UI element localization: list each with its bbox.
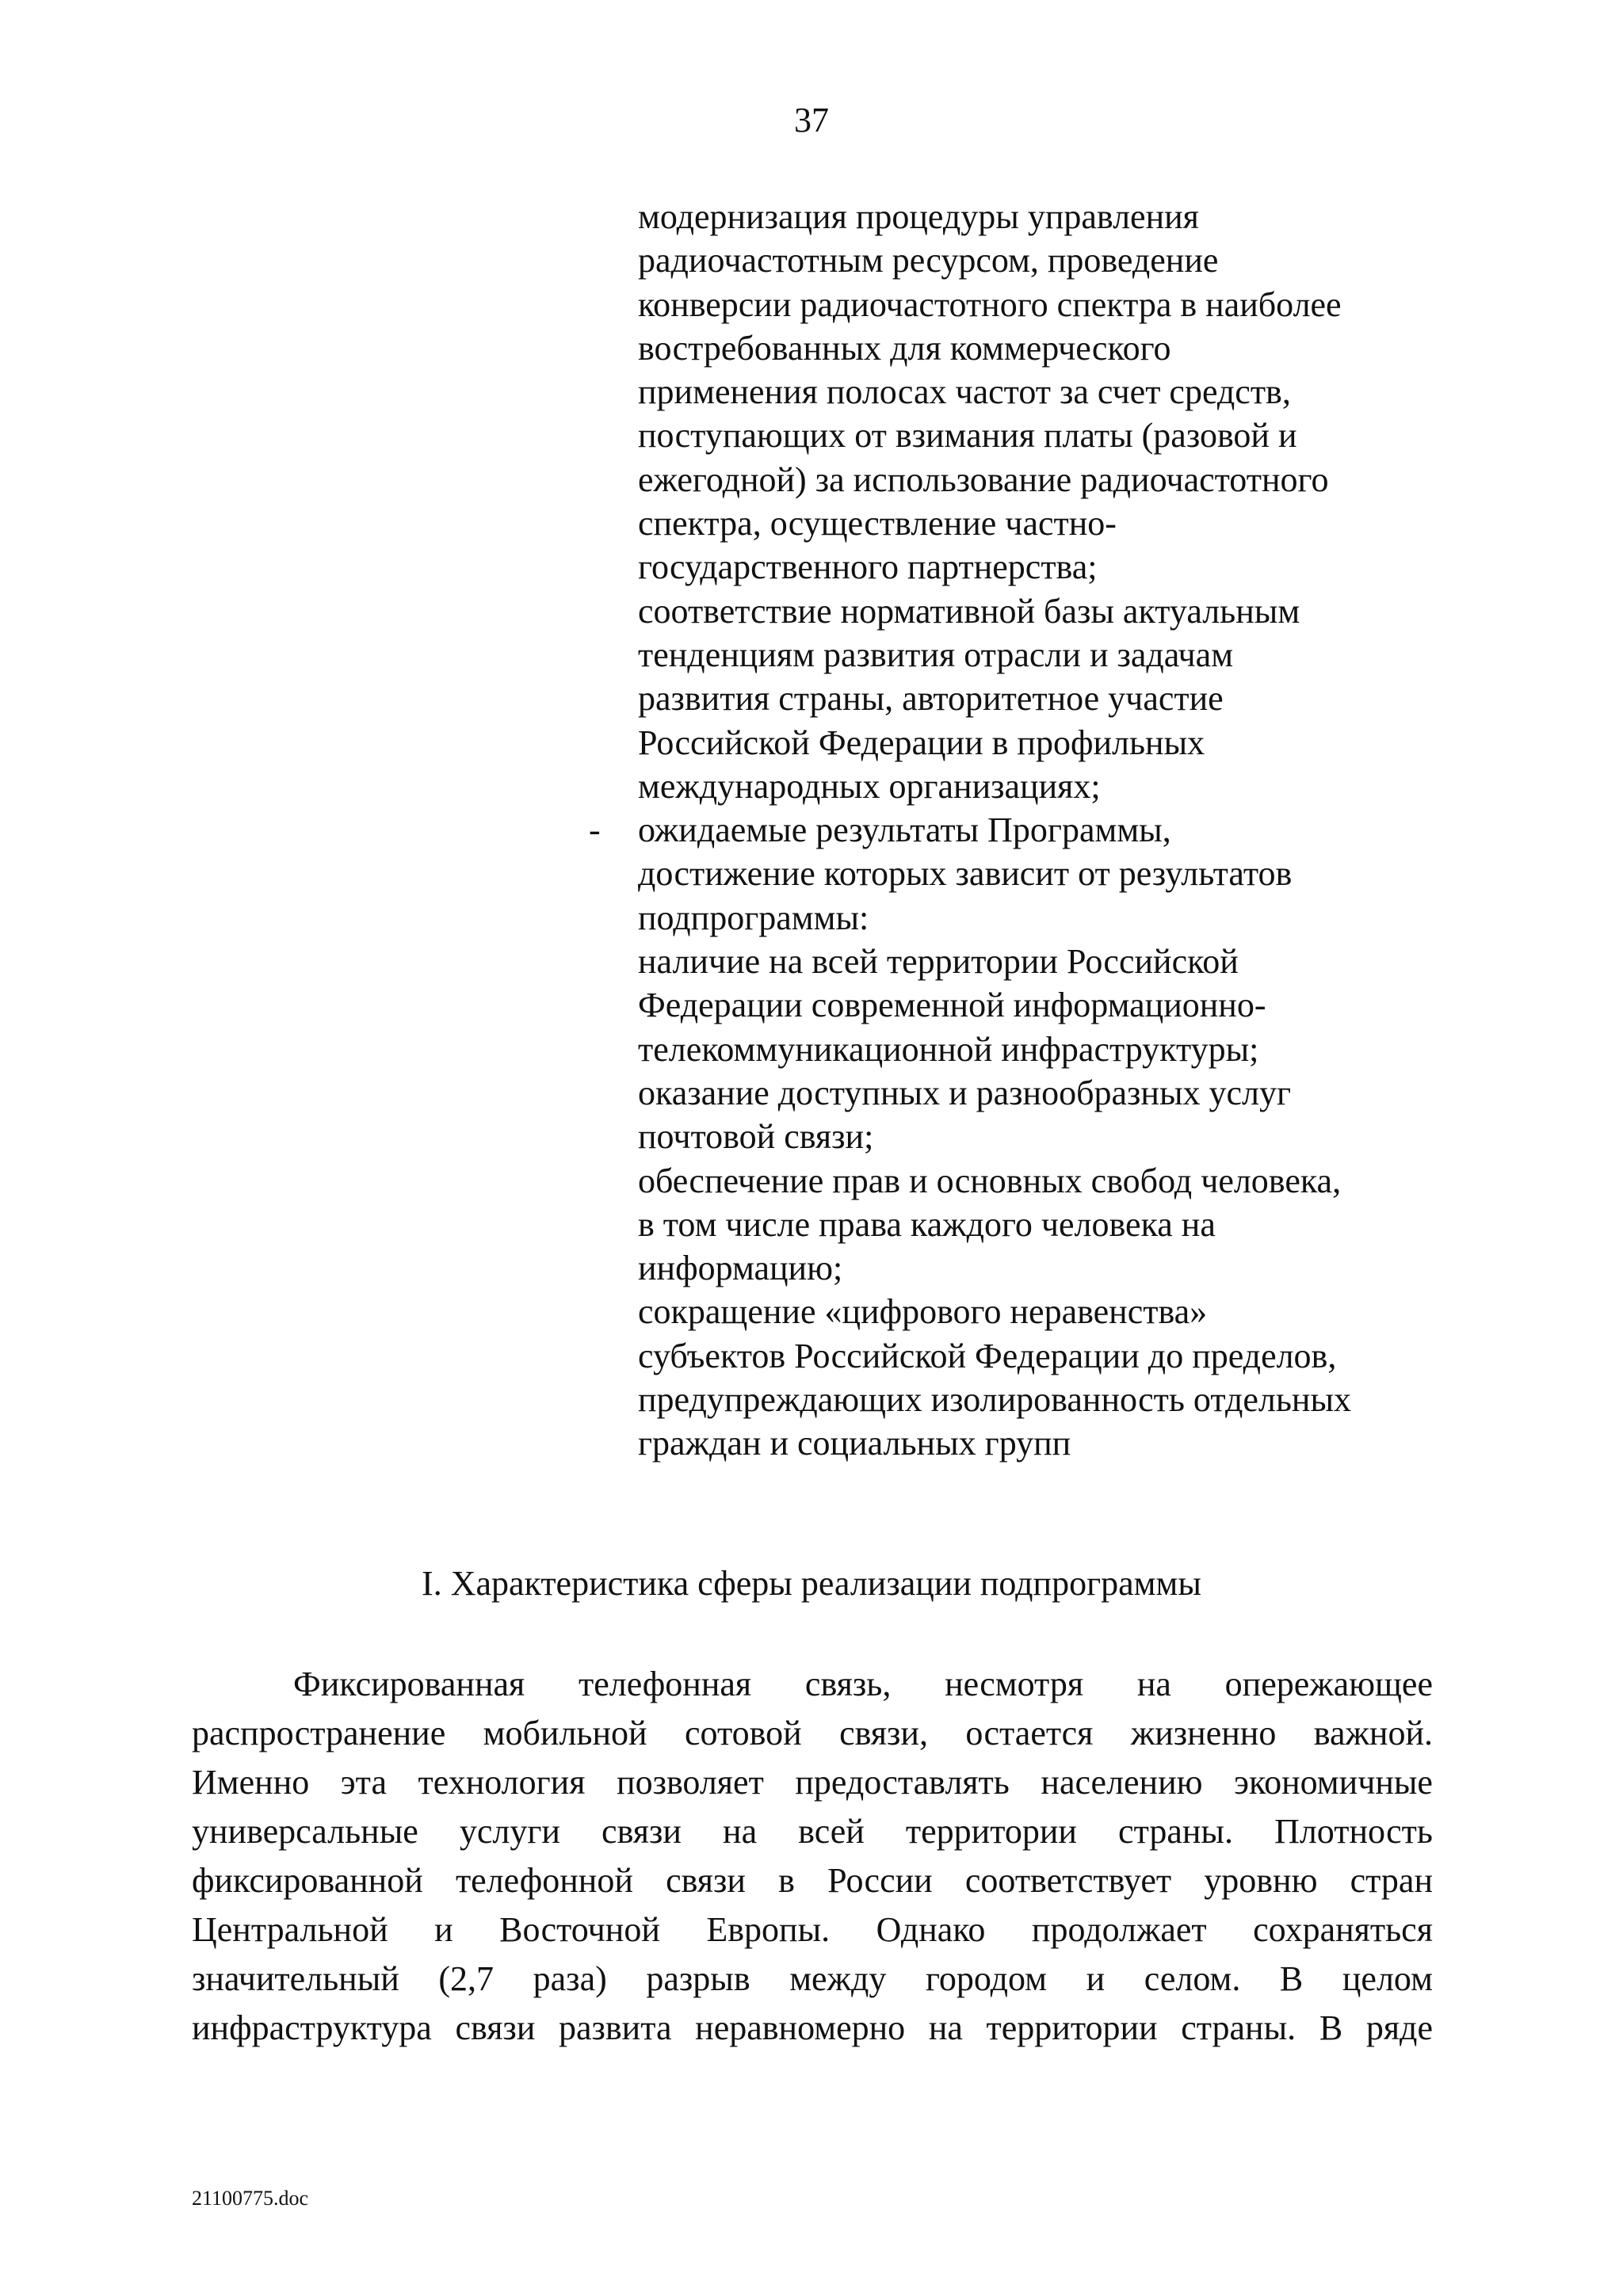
body-word: В <box>1319 2008 1343 2047</box>
body-word: Восточной <box>499 1910 660 1949</box>
passport-list-line <box>638 1290 1438 1333</box>
body-text-line <box>192 1660 1433 1709</box>
body-word: несмотря <box>945 1665 1084 1703</box>
body-word: всей <box>798 1812 865 1851</box>
body-word: эта <box>340 1763 387 1802</box>
body-word: предоставлять <box>795 1763 1010 1802</box>
body-word: городом <box>925 1959 1048 1998</box>
passport-list-text: спектра, осуществление частно- <box>638 504 1117 543</box>
body-word: территории <box>986 2008 1158 2047</box>
body-word: инфраструктура <box>192 2008 432 2047</box>
body-word: на <box>928 2008 963 2047</box>
passport-list-text: граждан и социальных групп <box>638 1424 1071 1463</box>
passport-list-line <box>638 1421 1438 1465</box>
body-word: продолжает <box>1031 1910 1207 1949</box>
passport-list-line <box>638 765 1438 808</box>
body-word: территории <box>905 1812 1077 1851</box>
body-text-line <box>192 1758 1433 1807</box>
passport-list-line <box>638 238 1438 282</box>
list-dash-marker: - <box>589 810 601 850</box>
passport-list-text: достижение которых зависит от результатов <box>638 854 1293 894</box>
passport-list-text: подпрограммы: <box>638 898 869 937</box>
passport-list-text: тенденциям развития отрасли и задачам <box>638 635 1234 674</box>
passport-list-line <box>638 458 1438 502</box>
body-text-line <box>192 2004 1433 2053</box>
passport-list-text: радиочастотным ресурсом, проведение <box>638 241 1219 280</box>
passport-list-line <box>638 1203 1438 1246</box>
passport-list-line <box>589 808 1438 852</box>
passport-list-text: сокращение «цифрового неравенства» <box>638 1292 1208 1332</box>
body-word: на <box>1136 1665 1171 1703</box>
body-word: стран <box>1350 1861 1433 1900</box>
passport-list-text: предупреждающих изолированность отдельных <box>638 1380 1352 1420</box>
body-word: связи <box>601 1812 682 1851</box>
body-word: связи, <box>839 1714 928 1753</box>
passport-list-text: модернизация процедуры управления <box>638 197 1199 236</box>
body-word: остается <box>965 1714 1094 1753</box>
body-word: России <box>827 1861 933 1900</box>
passport-list-line <box>638 414 1438 457</box>
body-word: уровню <box>1204 1861 1318 1900</box>
body-word: населению <box>1041 1763 1203 1802</box>
body-text-line <box>192 1955 1433 2004</box>
body-word: сохраняться <box>1253 1910 1433 1949</box>
body-text-line <box>192 1856 1433 1905</box>
body-word: на <box>723 1812 758 1851</box>
body-word: услуги <box>459 1812 560 1851</box>
body-word: телефонная <box>579 1665 752 1703</box>
body-word: мобильной <box>483 1714 647 1753</box>
body-word: (2,7 <box>438 1959 495 1998</box>
body-word: в <box>778 1861 795 1900</box>
passport-list-text: информацию; <box>638 1249 843 1288</box>
body-word: целом <box>1342 1959 1433 1998</box>
passport-list-text: востребованных для коммерческого <box>638 328 1171 368</box>
passport-list <box>589 195 1438 1466</box>
passport-list-line <box>638 545 1438 589</box>
passport-list-line <box>638 283 1438 326</box>
passport-list-line <box>638 633 1438 677</box>
body-word: жизненно <box>1130 1714 1277 1753</box>
footer-doc-name: 21100775.doc <box>192 2187 309 2210</box>
passport-list-text: ожидаемые результаты Программы, <box>638 810 1171 850</box>
body-text-line <box>192 1905 1433 1955</box>
body-word: В <box>1279 1959 1304 1998</box>
passport-list-line <box>638 1334 1438 1378</box>
passport-list-text: в том числе права каждого человека на <box>638 1204 1216 1244</box>
body-word: Однако <box>876 1910 986 1949</box>
passport-list-line <box>638 195 1438 238</box>
body-word: важной. <box>1313 1714 1433 1753</box>
body-word: связи <box>666 1861 746 1900</box>
body-text-line <box>192 1807 1433 1856</box>
body-word: Центральной <box>192 1910 388 1949</box>
body-word: фиксированной <box>192 1861 423 1900</box>
passport-list-line <box>638 1159 1438 1203</box>
body-word: между <box>789 1959 887 1998</box>
passport-list-line <box>638 1115 1438 1158</box>
body-word: разрыв <box>646 1959 750 1998</box>
body-word: связи <box>455 2008 536 2047</box>
body-word: связь, <box>804 1665 892 1703</box>
passport-list-line <box>638 370 1438 414</box>
body-word: универсальные <box>192 1812 418 1851</box>
body-word: телефонной <box>455 1861 633 1900</box>
body-word: значительный <box>192 1959 399 1998</box>
passport-list-line <box>638 852 1438 895</box>
passport-list-text: оказание доступных и разнообразных услуг <box>638 1073 1292 1112</box>
passport-list-text: конверсии радиочастотного спектра в наиболее <box>638 284 1342 324</box>
passport-list-line <box>638 1028 1438 1071</box>
passport-list-text: применения полосах частот за счет средств, <box>638 372 1291 412</box>
body-word: селом. <box>1144 1959 1241 1998</box>
passport-list-line <box>638 721 1438 765</box>
passport-list-text: телекоммуникационной инфраструктуры; <box>638 1029 1259 1069</box>
passport-list-line <box>638 326 1438 370</box>
passport-list-text: субъектов Российской Федерации до пределов, <box>638 1336 1337 1375</box>
body-word: экономичные <box>1234 1763 1433 1802</box>
body-text-line <box>192 1709 1433 1758</box>
body-word: и <box>1086 1959 1106 1998</box>
body-word: Плотность <box>1274 1812 1433 1851</box>
passport-list-line <box>638 589 1438 633</box>
body-word: опережающее <box>1224 1665 1433 1703</box>
body-word: Европы. <box>706 1910 831 1949</box>
body-word: и <box>434 1910 453 1949</box>
passport-list-text: ежегодной) за использование радиочастотного <box>638 460 1329 499</box>
page-number: 37 <box>794 101 829 139</box>
body-paragraph <box>192 1660 1433 2053</box>
body-word: технология <box>418 1763 586 1802</box>
body-word: сотовой <box>685 1714 802 1753</box>
passport-list-text: Российской Федерации в профильных <box>638 723 1205 762</box>
passport-list-text: соответствие нормативной базы актуальным <box>638 591 1300 631</box>
passport-list-line <box>638 940 1438 983</box>
body-word: страны. <box>1118 1812 1233 1851</box>
body-word: развита <box>559 2008 672 2047</box>
body-word: неравномерно <box>695 2008 906 2047</box>
passport-list-text: почтовой связи; <box>638 1117 874 1157</box>
body-word: Фиксированная <box>293 1665 525 1703</box>
passport-list-line <box>638 1246 1438 1290</box>
body-word: Именно <box>192 1763 310 1802</box>
body-word: распространение <box>192 1714 446 1753</box>
passport-list-text: Федерации современной информационно- <box>638 986 1266 1025</box>
passport-list-text: международных организациях; <box>638 766 1101 806</box>
section-heading: I. Характеристика сферы реализации подпрограммы <box>422 1564 1201 1603</box>
passport-list-text: наличие на всей территории Российской <box>638 942 1239 982</box>
passport-list-text: развития страны, авторитетное участие <box>638 679 1224 719</box>
passport-list-line <box>638 896 1438 940</box>
passport-list-text: государственного партнерства; <box>638 547 1098 587</box>
passport-list-line <box>638 502 1438 545</box>
body-word: ряде <box>1365 2008 1433 2047</box>
passport-list-line <box>638 1378 1438 1421</box>
passport-list-text: поступающих от взимания платы (разовой и <box>638 416 1297 456</box>
passport-list-line <box>638 677 1438 720</box>
body-word: позволяет <box>617 1763 764 1802</box>
passport-list-line <box>638 1071 1438 1115</box>
passport-list-text: обеспечение прав и основных свобод человека, <box>638 1161 1342 1200</box>
body-word: соответствует <box>964 1861 1172 1900</box>
body-word: страны. <box>1181 2008 1296 2047</box>
passport-list-line <box>638 983 1438 1027</box>
body-word: раза) <box>533 1959 607 1998</box>
